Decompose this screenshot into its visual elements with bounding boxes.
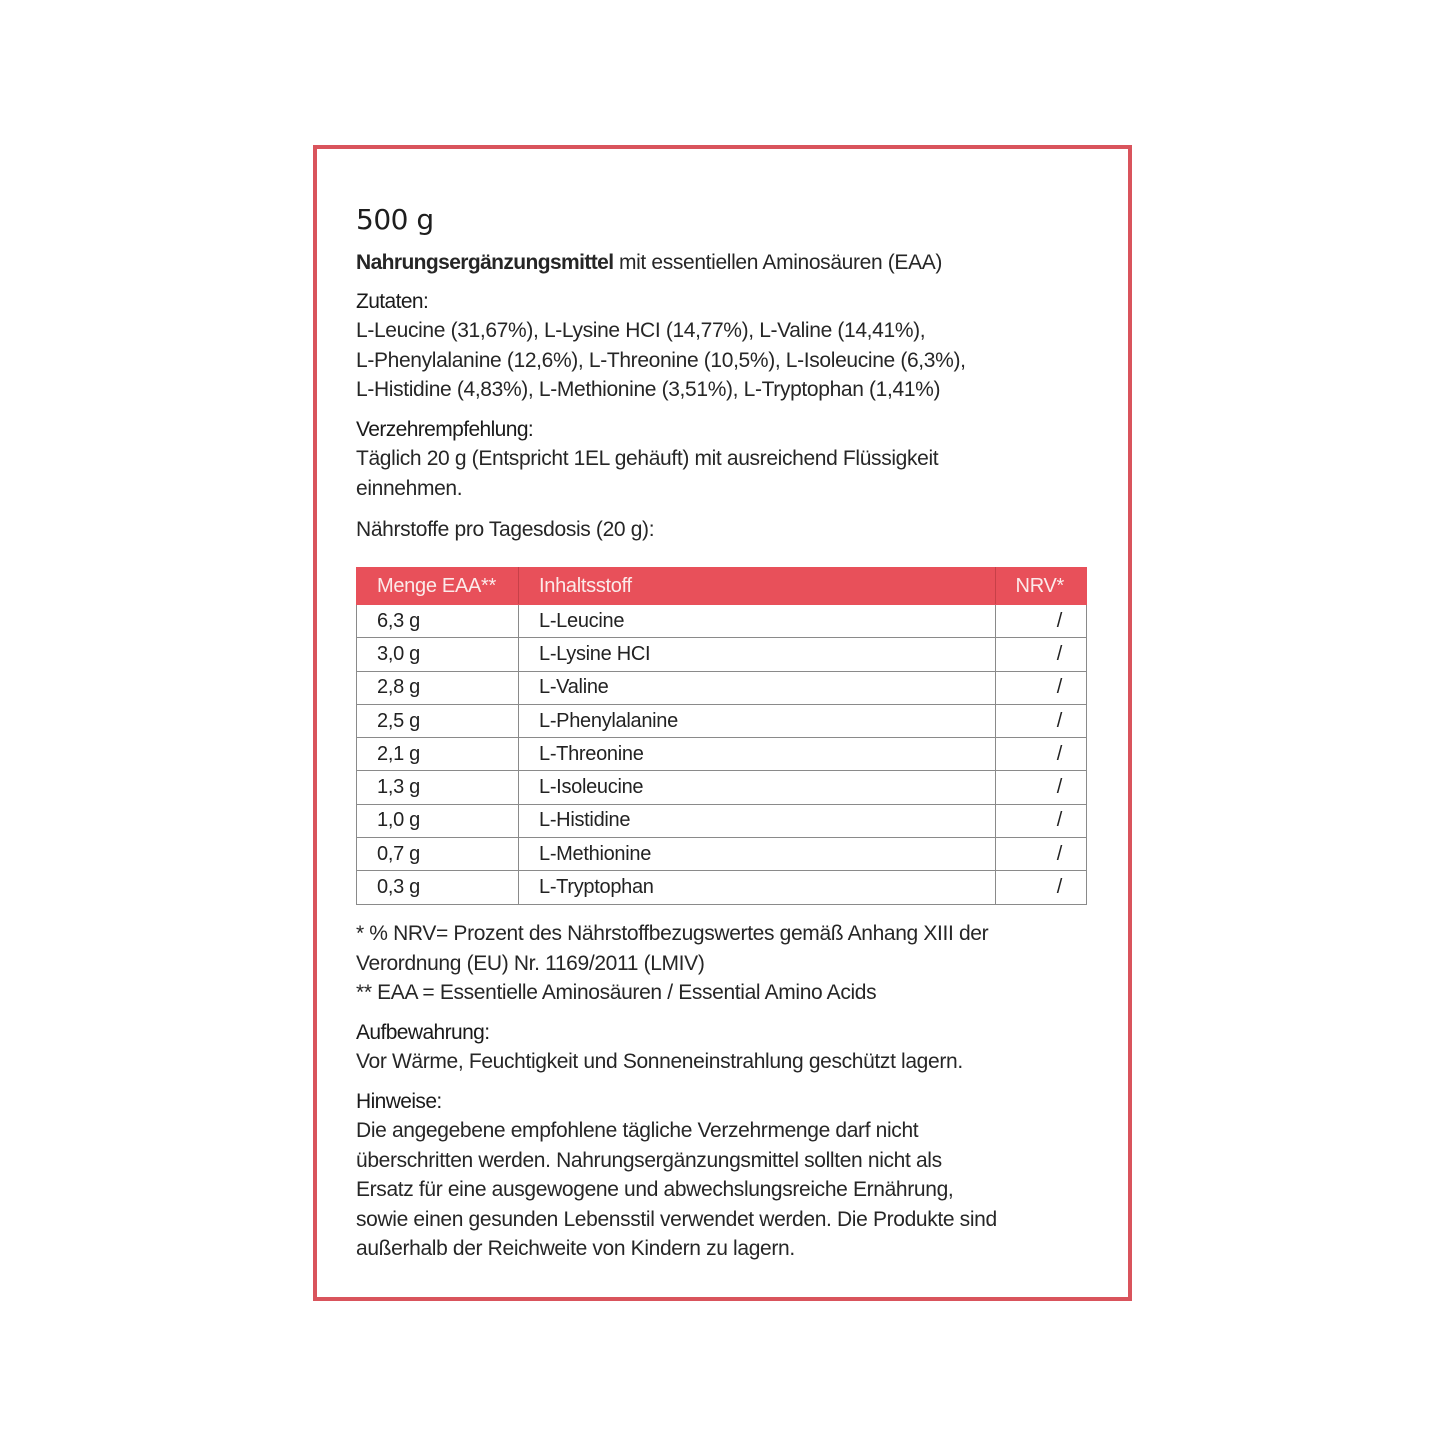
product-description bbox=[356, 248, 1096, 278]
table-row bbox=[357, 804, 1087, 837]
cell-amount: 2,1 g bbox=[357, 738, 519, 771]
ingredients-line: L-Leucine (31,67%), L-Lysine HCI (14,77%), L-Valine (14,41%), bbox=[356, 319, 926, 342]
notes-line: Ersatz für eine ausgewogene und abwechslungsreiche Ernährung, bbox=[356, 1178, 954, 1201]
notes-heading: Hinweise: bbox=[356, 1089, 442, 1113]
cell-ingredient: L-Phenylalanine bbox=[519, 704, 996, 737]
cell-nrv: / bbox=[996, 605, 1087, 638]
cell-amount: 3,0 g bbox=[357, 638, 519, 671]
table-header-row bbox=[357, 568, 1087, 605]
cell-amount: 2,8 g bbox=[357, 671, 519, 704]
nutrient-table bbox=[356, 567, 1087, 905]
cell-nrv: / bbox=[996, 738, 1087, 771]
table-row bbox=[357, 738, 1087, 771]
notes-line: außerhalb der Reichweite von Kindern zu lagern. bbox=[356, 1237, 795, 1260]
cell-amount: 2,5 g bbox=[357, 704, 519, 737]
cell-ingredient: L-Methionine bbox=[519, 838, 996, 871]
recommendation-line: Täglich 20 g (Entspricht 1EL gehäuft) mit ausreichend Flüssigkeit bbox=[356, 447, 939, 470]
ingredients-heading: Zutaten: bbox=[356, 289, 429, 313]
cell-amount: 1,0 g bbox=[357, 804, 519, 837]
cell-nrv: / bbox=[996, 871, 1087, 904]
ingredients-line: L-Phenylalanine (12,6%), L-Threonine (10,5%), L-Isoleucine (6,3%), bbox=[356, 348, 966, 372]
cell-ingredient: L-Leucine bbox=[519, 605, 996, 638]
cell-amount: 0,7 g bbox=[357, 838, 519, 871]
footnote: * % NRV= Prozent des Nährstoffbezugswertes gemäß Anhang XIII der bbox=[356, 922, 989, 945]
storage-heading: Aufbewahrung: bbox=[356, 1020, 490, 1044]
table-row bbox=[357, 704, 1087, 737]
cell-ingredient: L-Lysine HCI bbox=[519, 638, 996, 671]
cell-nrv: / bbox=[996, 838, 1087, 871]
table-row bbox=[357, 671, 1087, 704]
footnote: Verordnung (EU) Nr. 1169/2011 (LMIV) bbox=[356, 951, 705, 975]
nutrients-intro: Nährstoffe pro Tagesdosis (20 g): bbox=[356, 518, 655, 541]
recommendation-line: einnehmen. bbox=[356, 476, 463, 500]
notes-line: Die angegebene empfohlene tägliche Verzehrmenge darf nicht bbox=[356, 1119, 919, 1142]
table-row bbox=[357, 605, 1087, 638]
product-type-detail: mit essentiellen Aminosäuren (EAA) bbox=[613, 251, 943, 274]
cell-amount: 6,3 g bbox=[357, 605, 519, 638]
cell-amount: 1,3 g bbox=[357, 771, 519, 804]
table-row bbox=[357, 638, 1087, 671]
table-row bbox=[357, 871, 1087, 904]
footnote: ** EAA = Essentielle Aminosäuren / Essential Amino Acids bbox=[356, 981, 877, 1004]
label-footer bbox=[356, 919, 1116, 1264]
ingredients-line: L-Histidine (4,83%), L-Methionine (3,51%), L-Tryptophan (1,41%) bbox=[356, 378, 941, 401]
table-row bbox=[357, 771, 1087, 804]
cell-ingredient: L-Histidine bbox=[519, 804, 996, 837]
cell-ingredient: L-Valine bbox=[519, 671, 996, 704]
cell-nrv: / bbox=[996, 638, 1087, 671]
header-ingredient: Inhaltsstoff bbox=[519, 568, 996, 605]
cell-nrv: / bbox=[996, 704, 1087, 737]
cell-ingredient: L-Tryptophan bbox=[519, 871, 996, 904]
storage-line: Vor Wärme, Feuchtigkeit und Sonneneinstrahlung geschützt lagern. bbox=[356, 1050, 963, 1073]
notes-line: sowie einen gesunden Lebensstil verwendet werden. Die Produkte sind bbox=[356, 1207, 997, 1231]
notes-line: überschritten werden. Nahrungsergänzungsmittel sollten nicht als bbox=[356, 1148, 942, 1172]
cell-ingredient: L-Threonine bbox=[519, 738, 996, 771]
product-type: Nahrungsergänzungsmittel bbox=[356, 251, 614, 274]
header-nrv: NRV* bbox=[996, 568, 1087, 605]
cell-amount: 0,3 g bbox=[357, 871, 519, 904]
recommendation-heading: Verzehrempfehlung: bbox=[356, 417, 534, 441]
cell-nrv: / bbox=[996, 804, 1087, 837]
net-weight: 500 g bbox=[356, 203, 434, 236]
table-row bbox=[357, 838, 1087, 871]
cell-ingredient: L-Isoleucine bbox=[519, 771, 996, 804]
cell-nrv: / bbox=[996, 771, 1087, 804]
cell-nrv: / bbox=[996, 671, 1087, 704]
header-amount: Menge EAA** bbox=[357, 568, 519, 605]
label-content bbox=[356, 198, 1096, 545]
